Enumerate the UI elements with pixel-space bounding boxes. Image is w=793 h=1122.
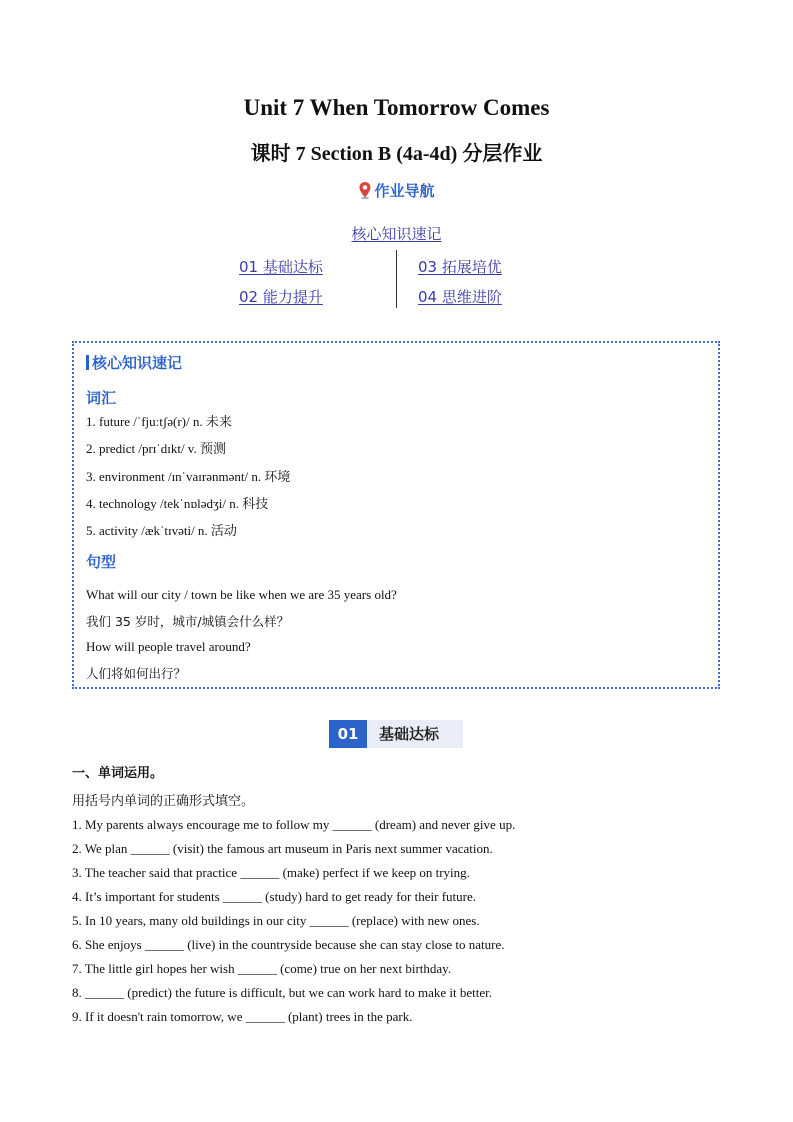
nav-link-02[interactable]: 02 能力提升 [239, 288, 323, 306]
nav-divider [396, 250, 397, 308]
question-item: 4. It’s important for students ______ (study) hard to get ready for their future. [72, 889, 476, 904]
section-label: 基础达标 [367, 720, 463, 748]
nav-link-core-knowledge[interactable]: 核心知识速记 [351, 225, 442, 243]
nav-link-04[interactable]: 04 思维进阶 [418, 288, 502, 306]
vocab-item: 1. future /ˈfjuːtʃə(r)/ n. 未来 [86, 414, 232, 429]
nav-link-01[interactable]: 01 基础达标 [239, 258, 323, 276]
core-knowledge-heading [86, 352, 182, 373]
core-knowledge-box [72, 341, 720, 689]
sentence-pattern-heading: 句型 [86, 553, 117, 571]
section-number: 01 [329, 720, 367, 748]
vocab-item: 5. activity /ækˈtɪvəti/ n. 活动 [86, 523, 237, 538]
pattern-line: How will people travel around? [86, 639, 251, 654]
pattern-line: 人们将如何出行？ [86, 666, 187, 681]
location-pin-icon [358, 181, 372, 199]
nav-heading-label: 作业导航 [374, 182, 435, 200]
core-knowledge-heading-label: 核心知识速记 [92, 354, 183, 372]
vocab-item: 3. environment /ɪnˈvaɪrənmənt/ n. 环境 [86, 469, 291, 484]
vocab-heading: 词汇 [86, 389, 117, 407]
pattern-line: What will our city / town be like when we are 35 years old? [86, 587, 397, 602]
question-item: 8. ______ (predict) the future is difficult, but we can work hard to make it better. [72, 985, 492, 1000]
part1-instruction: 用括号内单词的正确形式填空。 [72, 794, 255, 809]
part1-title: 一、单词运用。 [72, 766, 164, 781]
pattern-line: 我们 35 岁时，城市/城镇会什么样？ [86, 614, 290, 629]
question-item: 5. In 10 years, many old buildings in our city ______ (replace) with new ones. [72, 913, 480, 928]
homework-nav-heading [0, 180, 793, 201]
question-item: 6. She enjoys ______ (live) in the countryside because she can stay close to nature. [72, 937, 505, 952]
question-item: 3. The teacher said that practice ______ (make) perfect if we keep on trying. [72, 865, 470, 880]
document-title: Unit 7 When Tomorrow Comes [243, 95, 550, 120]
question-item: 2. We plan ______ (visit) the famous art museum in Paris next summer vacation. [72, 841, 493, 856]
document-subtitle: 课时 7 Section B (4a-4d) 分层作业 [250, 143, 543, 165]
vocab-item: 4. technology /tekˈnɒlədʒi/ n. 科技 [86, 496, 269, 511]
nav-link-03[interactable]: 03 拓展培优 [418, 258, 502, 276]
question-item: 9. If it doesn't rain tomorrow, we ______ (plant) trees in the park. [72, 1009, 413, 1024]
question-item: 1. My parents always encourage me to follow my ______ (dream) and never give up. [72, 817, 516, 832]
vocab-item: 2. predict /prɪˈdɪkt/ v. 预测 [86, 441, 226, 456]
question-item: 7. The little girl hopes her wish ______ (come) true on her next birthday. [72, 961, 452, 976]
heading-bar-icon [86, 355, 89, 370]
